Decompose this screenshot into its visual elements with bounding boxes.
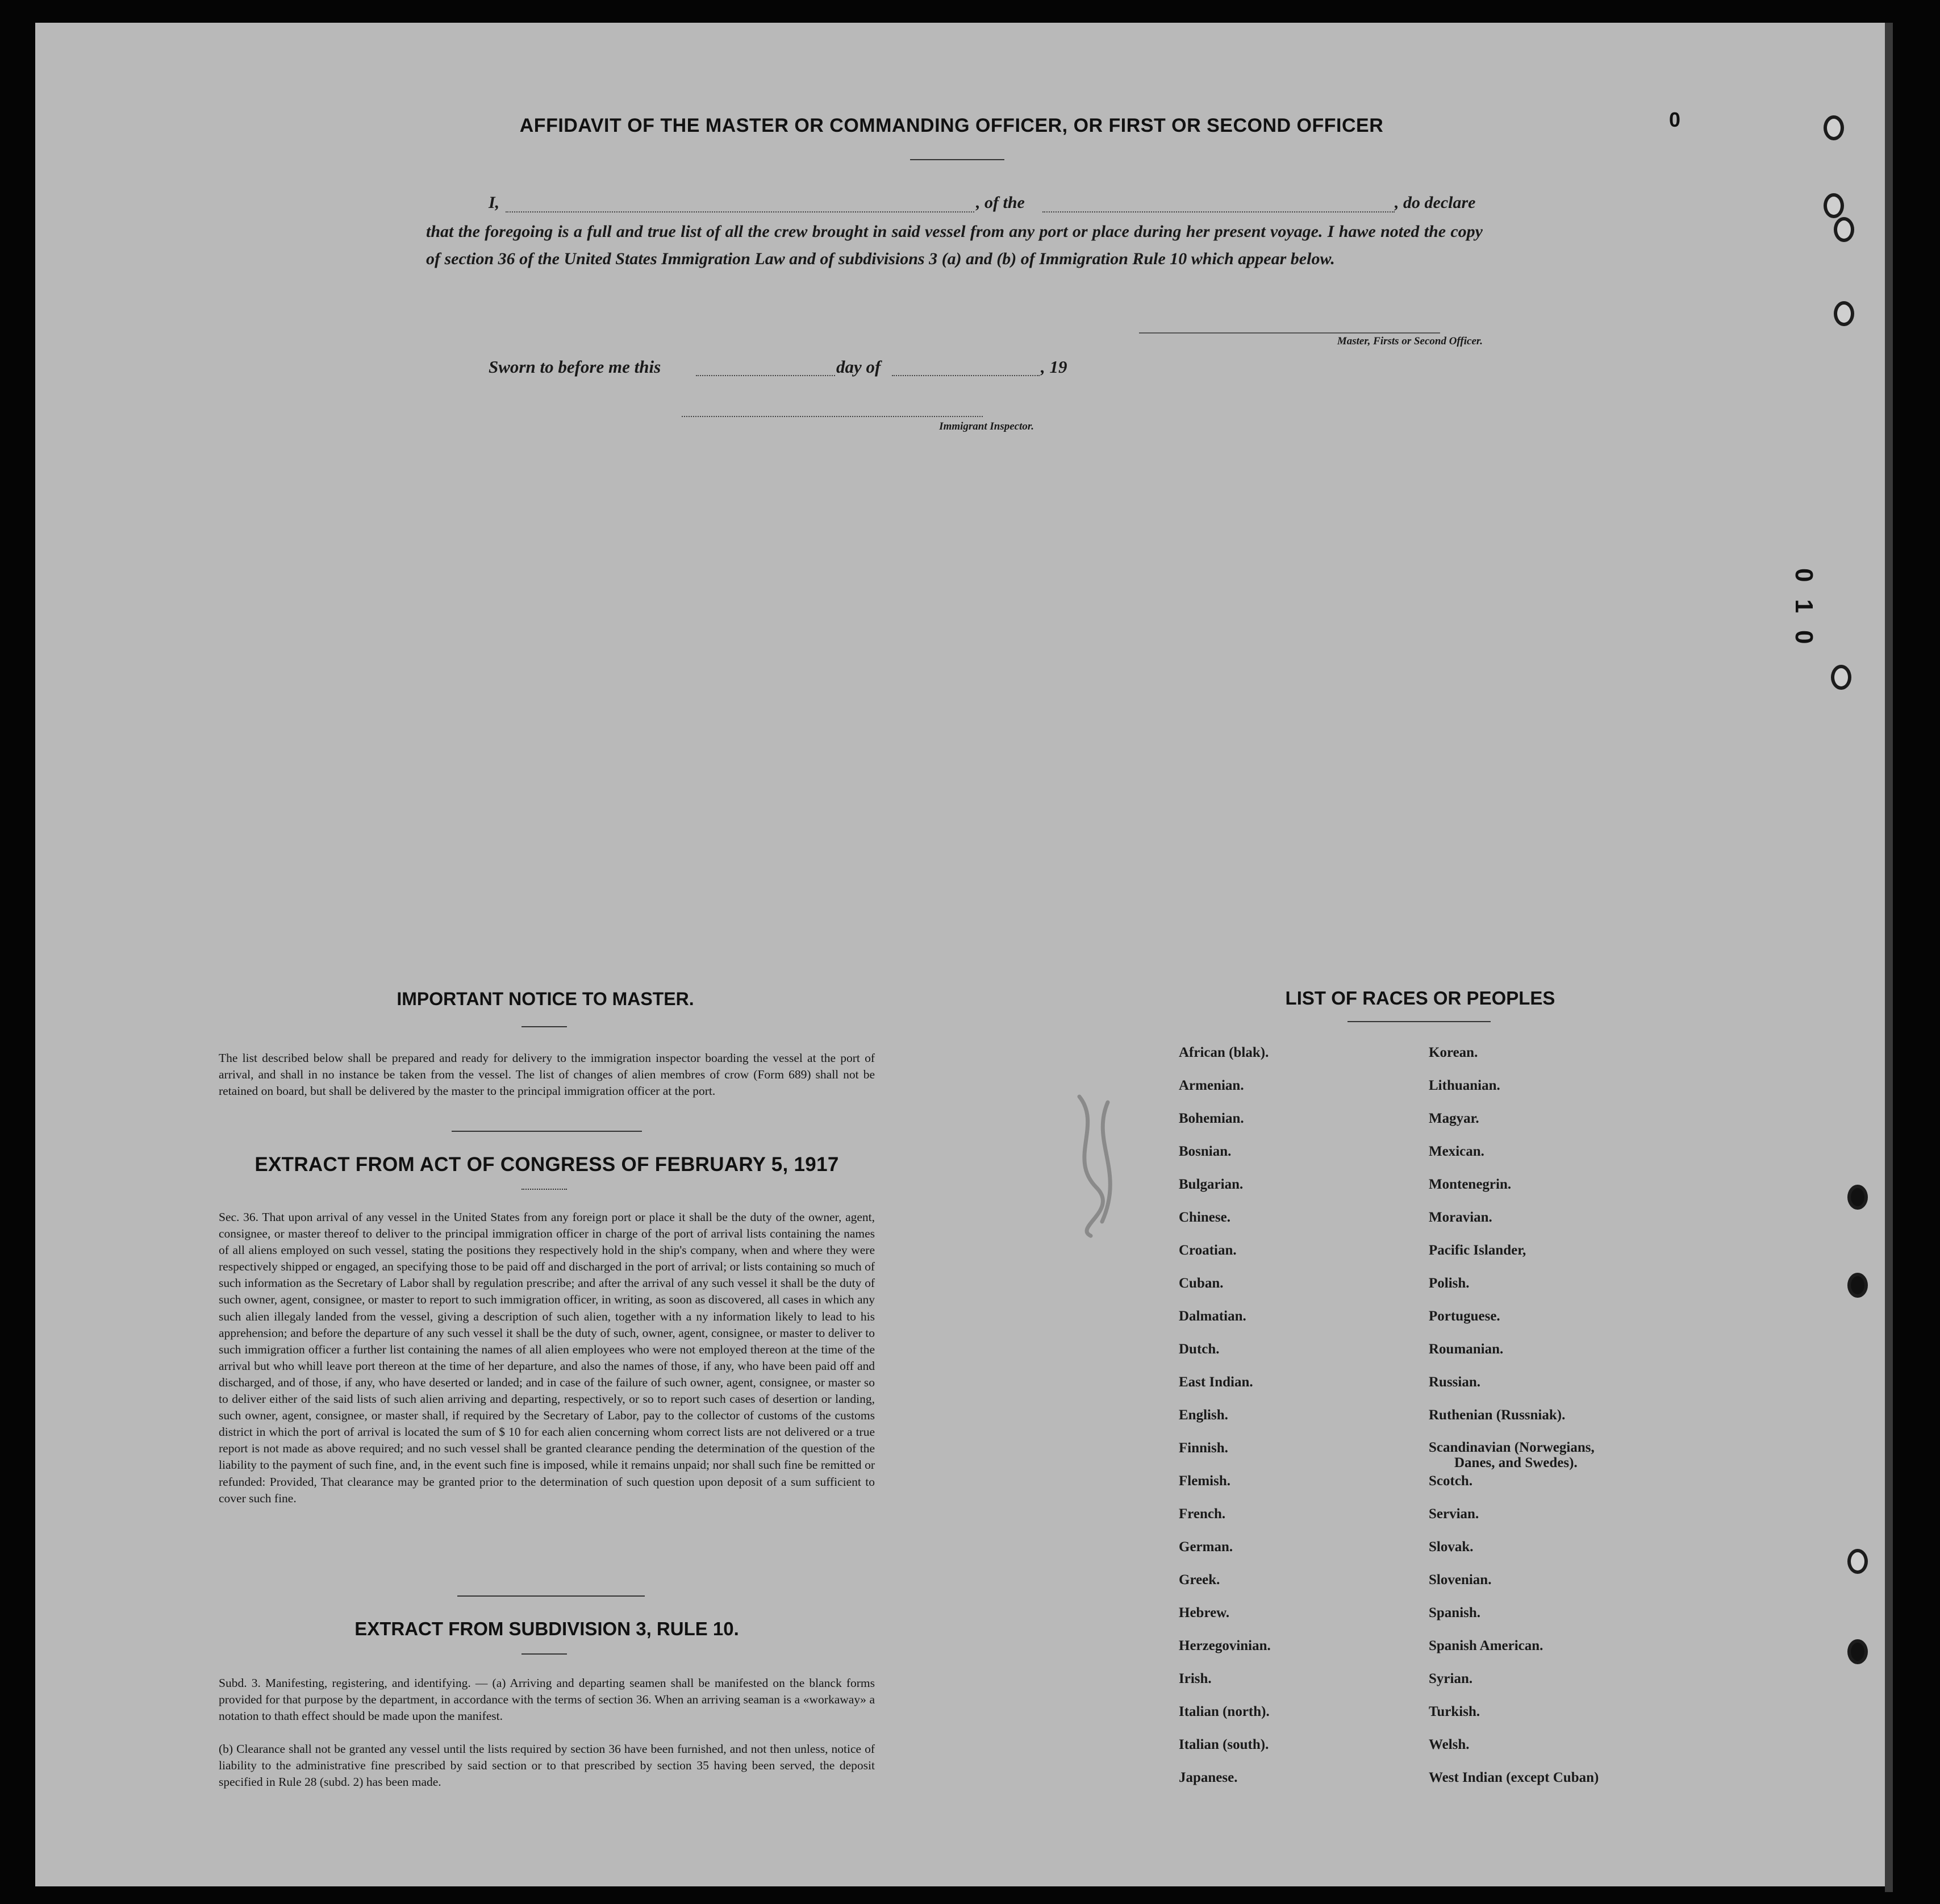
binder-hole-icon bbox=[1847, 1549, 1868, 1574]
races-title: LIST OF RACES OR PEOPLES bbox=[1285, 988, 1555, 1009]
race-item: Bohemian. bbox=[1179, 1111, 1244, 1126]
binder-hole-icon bbox=[1847, 1185, 1868, 1210]
sworn-year: , 19 bbox=[1041, 357, 1067, 377]
rule-title: EXTRACT FROM SUBDIVISION 3, RULE 10. bbox=[354, 1618, 739, 1639]
race-item: Servian. bbox=[1429, 1506, 1479, 1522]
race-item: Dutch. bbox=[1179, 1341, 1220, 1357]
race-item: Ruthenian (Russniak). bbox=[1429, 1407, 1566, 1423]
race-item: Pacific Islander, bbox=[1429, 1243, 1526, 1258]
race-item: African (blak). bbox=[1179, 1045, 1269, 1060]
document-page bbox=[35, 23, 1893, 1886]
rule-ornament bbox=[521, 1653, 567, 1655]
race-item: Japanese. bbox=[1179, 1770, 1238, 1785]
title-rule bbox=[910, 159, 1004, 160]
race-item: East Indian. bbox=[1179, 1374, 1253, 1390]
sworn-month-blank bbox=[892, 375, 1040, 376]
race-item: Turkish. bbox=[1429, 1704, 1480, 1719]
race-item: Roumanian. bbox=[1429, 1341, 1504, 1357]
race-item: Italian (south). bbox=[1179, 1737, 1269, 1752]
declaration-i: I, bbox=[489, 193, 500, 212]
vessel-blank-line bbox=[1042, 211, 1395, 213]
race-item: Polish. bbox=[1429, 1276, 1470, 1291]
race-item: Croatian. bbox=[1179, 1243, 1237, 1258]
race-item: Montenegrin. bbox=[1429, 1177, 1512, 1192]
sworn-day-blank bbox=[696, 375, 835, 376]
act-ornament bbox=[521, 1189, 567, 1190]
race-item: Russian. bbox=[1429, 1374, 1481, 1390]
race-item: Magyar. bbox=[1429, 1111, 1479, 1126]
margin-number: 0 bbox=[1669, 108, 1681, 131]
races-rule bbox=[1347, 1021, 1491, 1022]
binder-hole-icon bbox=[1834, 217, 1854, 242]
race-item: Italian (north). bbox=[1179, 1704, 1270, 1719]
inspector-label: Immigrant Inspector. bbox=[939, 420, 1034, 432]
race-item: German. bbox=[1179, 1539, 1233, 1555]
race-item: Portuguese. bbox=[1429, 1309, 1500, 1324]
race-item: Lithuanian. bbox=[1429, 1078, 1500, 1093]
race-item: Moravian. bbox=[1429, 1210, 1492, 1225]
act-body: Sec. 36. That upon arrival of any vessel in the United States from any foreign port or place it shall be the duty of the owner, agent, consignee, or master thereof to deliver to the principal immigration officer in charge of the port of arrival lists containing the names of all aliens employed on such vessel, stating the positions they respectively hold in the ship's company, when and where they were respectively shipped or engaged, an specifying those to be paid off and discharged in the port of arrival; or lists containing so much of such information as the Secretary of Labor shall by regulation prescribe; and after the arrival of any such vessel it shall be the duty of such owner, agent, consignee, or master to report to such immigration officer, in writing, as soon as discovered, all cases in which any such alien illegaly landed from the vessel, giving a description of such alien, together with a ny information likely to lead to his apprehension; and before the departure of any such vessel it shall be the duty of such, owner, agent, consignee, or master to deliver to such immigration officer a further list containing the names of all alien employees who were not employed thereon at the time of the arrival but who whill leave port thereon at the time of her departure, and also the names of those, if any, who have been paid off and discharged, and of those, if any, who have deserted or landed; and in case of the failure of such owner, agent, consignee, or master so to deliver either of the said lists of such alien arriving and departing, respectively, or so to report such cases of desertion or landing, such owner, agent, consignee, or master shall, if required by the Secretary of Labor, pay to the collector of customs of the customs district in which the port of arrival is located the sum of $ 10 for each alien concerning whom correct lists are not delivered or a true report is not made as above required; and no such vessel shall be granted clearance pending the determination of the question of the liability to the payment of such fine, and, in the event such fine is imposed, while it remains unpaid; nor shall such fine be remitted or refunded: Provided, That clearance may be granted prior to the determination of such question upon deposit of a sum sufficient to cover such fine. bbox=[219, 1210, 875, 1505]
sworn-day-of: day of bbox=[836, 357, 881, 377]
affidavit-title: AFFIDAVIT OF THE MASTER OR COMMANDING OFFICER, OR FIRST OR SECOND OFFICER bbox=[519, 115, 1384, 136]
race-item: Herzegovinian. bbox=[1179, 1638, 1271, 1653]
affidavit-body: that the foregoing is a full and true list of all the crew brought in said vessel from any port or place during her present voyage. I hawe noted the copy of section 36 of the United States Immigration Law and of subdivisions 3 (a) and (b) of Immigration Rule 10 which appear below. bbox=[426, 222, 1483, 268]
act-rule bbox=[457, 1595, 645, 1597]
notice-title: IMPORTANT NOTICE TO MASTER. bbox=[397, 989, 694, 1009]
race-item-continuation: Danes, and Swedes). bbox=[1454, 1455, 1578, 1470]
rule-para-b: (b) Clearance shall not be granted any vessel until the lists required by section 36 have been furnished, and not then unless, notice of liability to the administrative fine prescribed by said section or to that prescribed by section 35 having been served, the deposit specified in Rule 28 (subd. 2) has been made. bbox=[219, 1742, 875, 1789]
notice-rule bbox=[452, 1131, 642, 1132]
inspector-signature-line bbox=[682, 416, 983, 417]
race-item: Cuban. bbox=[1179, 1276, 1224, 1291]
race-item-multiline bbox=[1429, 1440, 1599, 1473]
race-item: Greek. bbox=[1179, 1572, 1220, 1588]
act-title: EXTRACT FROM ACT OF CONGRESS OF FEBRUARY 5, 1917 bbox=[255, 1153, 839, 1176]
race-item: Slovak. bbox=[1429, 1539, 1474, 1555]
declaration-end: , do declare bbox=[1395, 193, 1476, 212]
sworn-prefix: Sworn to before me this bbox=[489, 357, 661, 377]
race-item: Irish. bbox=[1179, 1671, 1212, 1686]
race-item: Hebrew. bbox=[1179, 1605, 1230, 1620]
race-item: Finnish. bbox=[1179, 1440, 1228, 1456]
race-item: West Indian (except Cuban) bbox=[1429, 1770, 1599, 1785]
declaration-of: , of the bbox=[976, 193, 1025, 212]
signature-label: Master, Firsts or Second Officer. bbox=[1337, 335, 1483, 347]
race-item: Bulgarian. bbox=[1179, 1177, 1244, 1192]
race-item: Scotch. bbox=[1429, 1473, 1473, 1489]
race-item: Armenian. bbox=[1179, 1078, 1244, 1093]
page-edge bbox=[1885, 23, 1893, 1892]
races-column-2 bbox=[1429, 1044, 1599, 1802]
race-item: French. bbox=[1179, 1506, 1226, 1522]
race-item: Flemish. bbox=[1179, 1473, 1230, 1489]
race-item: Bosnian. bbox=[1179, 1144, 1232, 1159]
race-item: Slovenian. bbox=[1429, 1572, 1492, 1588]
notice-body: The list described below shall be prepared and ready for delivery to the immigration inspector boarding the vessel at the port of arrival, and shall in no instance be taken from the vessel. The list of changes of alien membres of crow (Form 689) shall not be retained on board, but shall be delivered by the master to the principal immigration officer at the port. bbox=[219, 1051, 875, 1098]
binder-hole-icon bbox=[1834, 301, 1854, 326]
binder-hole-icon bbox=[1831, 665, 1851, 690]
binder-hole-icon bbox=[1824, 115, 1844, 140]
binder-hole-icon bbox=[1824, 193, 1844, 218]
notice-ornament bbox=[521, 1026, 567, 1027]
race-item: Mexican. bbox=[1429, 1144, 1484, 1159]
race-item: Korean. bbox=[1429, 1045, 1478, 1060]
race-item: Scandinavian (Norwegians, bbox=[1429, 1440, 1595, 1455]
rule-para-a: Subd. 3. Manifesting, registering, and identifying. — (a) Arriving and departing seamen shall be manifested on the blanck forms provided for that purpose by the department, in accordance with the terms of section 36. When an arriving seaman is a «workaway» a notation to thath effect should be made upon the manifest. bbox=[219, 1676, 875, 1723]
race-item: Spanish. bbox=[1429, 1605, 1481, 1620]
pen-mark bbox=[1057, 1091, 1142, 1239]
race-item: Chinese. bbox=[1179, 1210, 1230, 1225]
signature-line bbox=[1139, 332, 1440, 334]
name-blank-line bbox=[506, 211, 974, 213]
races-column-1 bbox=[1179, 1044, 1271, 1802]
race-item: Dalmatian. bbox=[1179, 1309, 1246, 1324]
binder-hole-icon bbox=[1847, 1273, 1868, 1298]
race-item: Welsh. bbox=[1429, 1737, 1470, 1752]
binder-hole-icon bbox=[1847, 1639, 1868, 1664]
margin-number-side: 010 bbox=[1790, 568, 1818, 661]
race-item: English. bbox=[1179, 1407, 1228, 1423]
race-item: Spanish American. bbox=[1429, 1638, 1543, 1653]
race-item: Syrian. bbox=[1429, 1671, 1473, 1686]
